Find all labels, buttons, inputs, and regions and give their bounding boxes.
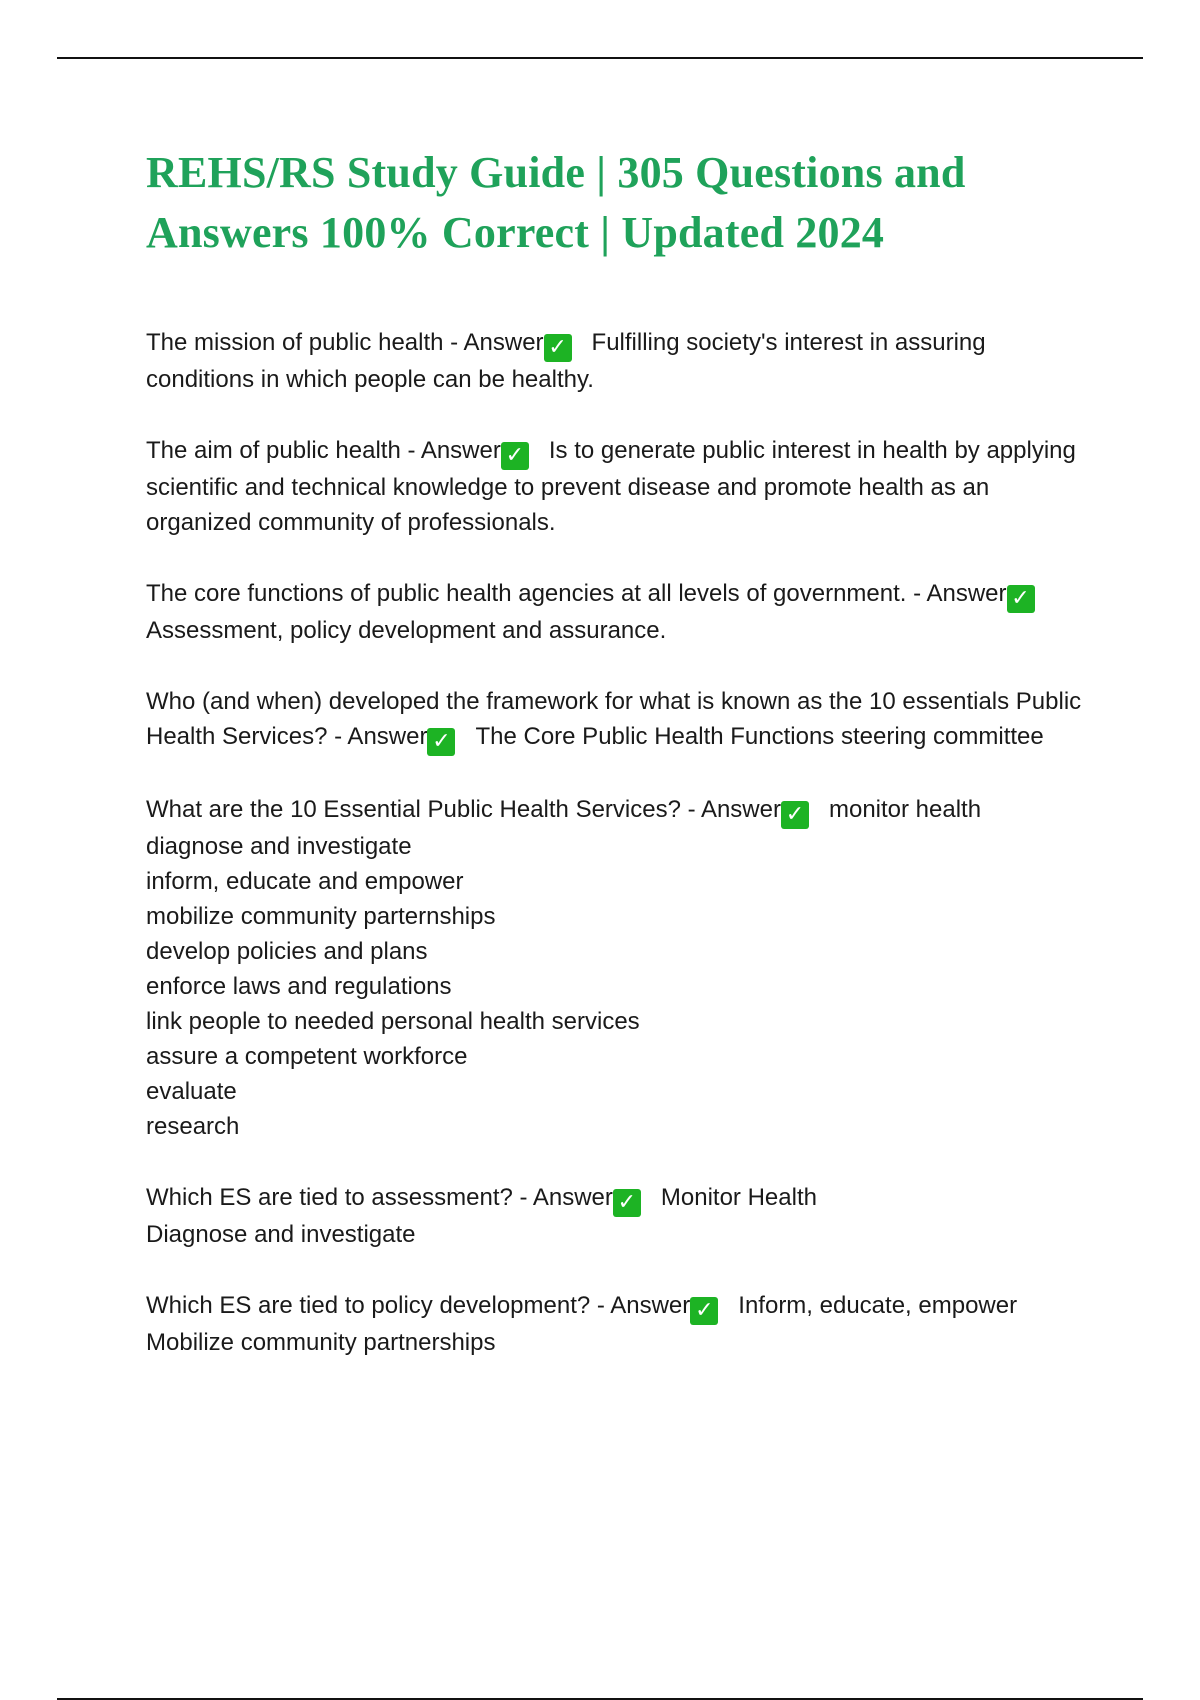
answer-text: monitor health (828, 796, 982, 823)
qa-item (146, 684, 1096, 756)
answer-line: Mobilize community partnerships (146, 1329, 496, 1356)
checkmark-icon: ✓ (781, 801, 809, 829)
document-body (146, 143, 1096, 1396)
qa-item (146, 576, 1096, 648)
answer-text: Monitor Health (660, 1184, 817, 1211)
document-title: REHS/RS Study Guide | 305 Questions and Answers 100% Correct | Updated 2024 (146, 148, 966, 257)
question-text: Which ES are tied to policy development? (146, 1292, 591, 1319)
checkmark-icon: ✓ (544, 334, 572, 362)
question-text: The aim of public health (146, 437, 401, 464)
answer-line: assure a competent workforce (146, 1043, 468, 1070)
answer-text: Assessment, policy development and assurance. (146, 617, 667, 644)
answer-label: - Answer (407, 437, 501, 464)
answer-line: mobilize community parternships (146, 903, 496, 930)
answer-label: - Answer (913, 580, 1007, 607)
qa-list (146, 325, 1096, 1360)
qa-item (146, 433, 1096, 540)
answer-label: - Answer (687, 796, 781, 823)
answer-label: - Answer (450, 329, 544, 356)
answer-text: The Core Public Health Functions steering committee (475, 723, 1044, 750)
question-text: Who (and when) developed the framework for what is known as the 10 essentials Public Health Services? (146, 688, 1082, 750)
qa-item (146, 1288, 1096, 1360)
answer-text: Inform, educate, empower (738, 1292, 1018, 1319)
question-text: The core functions of public health agencies at all levels of government. (146, 580, 907, 607)
question-text: The mission of public health (146, 329, 444, 356)
answer-label: - Answer (596, 1292, 691, 1319)
answer-line: link people to needed personal health services (146, 1008, 640, 1035)
answer-label: - Answer (519, 1184, 613, 1211)
answer-label: - Answer (334, 723, 428, 750)
checkmark-icon: ✓ (690, 1297, 718, 1325)
question-text: Which ES are tied to assessment? (146, 1184, 513, 1211)
checkmark-icon: ✓ (427, 728, 455, 756)
qa-item (146, 325, 1096, 397)
question-text: What are the 10 Essential Public Health Services? (146, 796, 681, 823)
answer-line: diagnose and investigate (146, 833, 412, 860)
checkmark-icon: ✓ (1007, 585, 1035, 613)
answer-line: inform, educate and empower (146, 868, 464, 895)
checkmark-icon: ✓ (501, 442, 529, 470)
answer-text: Is to generate public interest in health by applying scientific and technical knowledge to prevent disease and promote health as an organized community of professionals. (146, 437, 1076, 536)
answer-line: Diagnose and investigate (146, 1221, 416, 1248)
answer-line: research (146, 1113, 240, 1140)
qa-item (146, 1180, 1096, 1252)
checkmark-icon: ✓ (613, 1189, 641, 1217)
qa-item (146, 792, 1096, 1144)
answer-line: develop policies and plans (146, 938, 428, 965)
top-rule (57, 57, 1143, 59)
answer-line: evaluate (146, 1078, 237, 1105)
answer-line: enforce laws and regulations (146, 973, 452, 1000)
answer-text: Fulfilling society's interest in assuring conditions in which people can be healthy. (146, 329, 986, 393)
